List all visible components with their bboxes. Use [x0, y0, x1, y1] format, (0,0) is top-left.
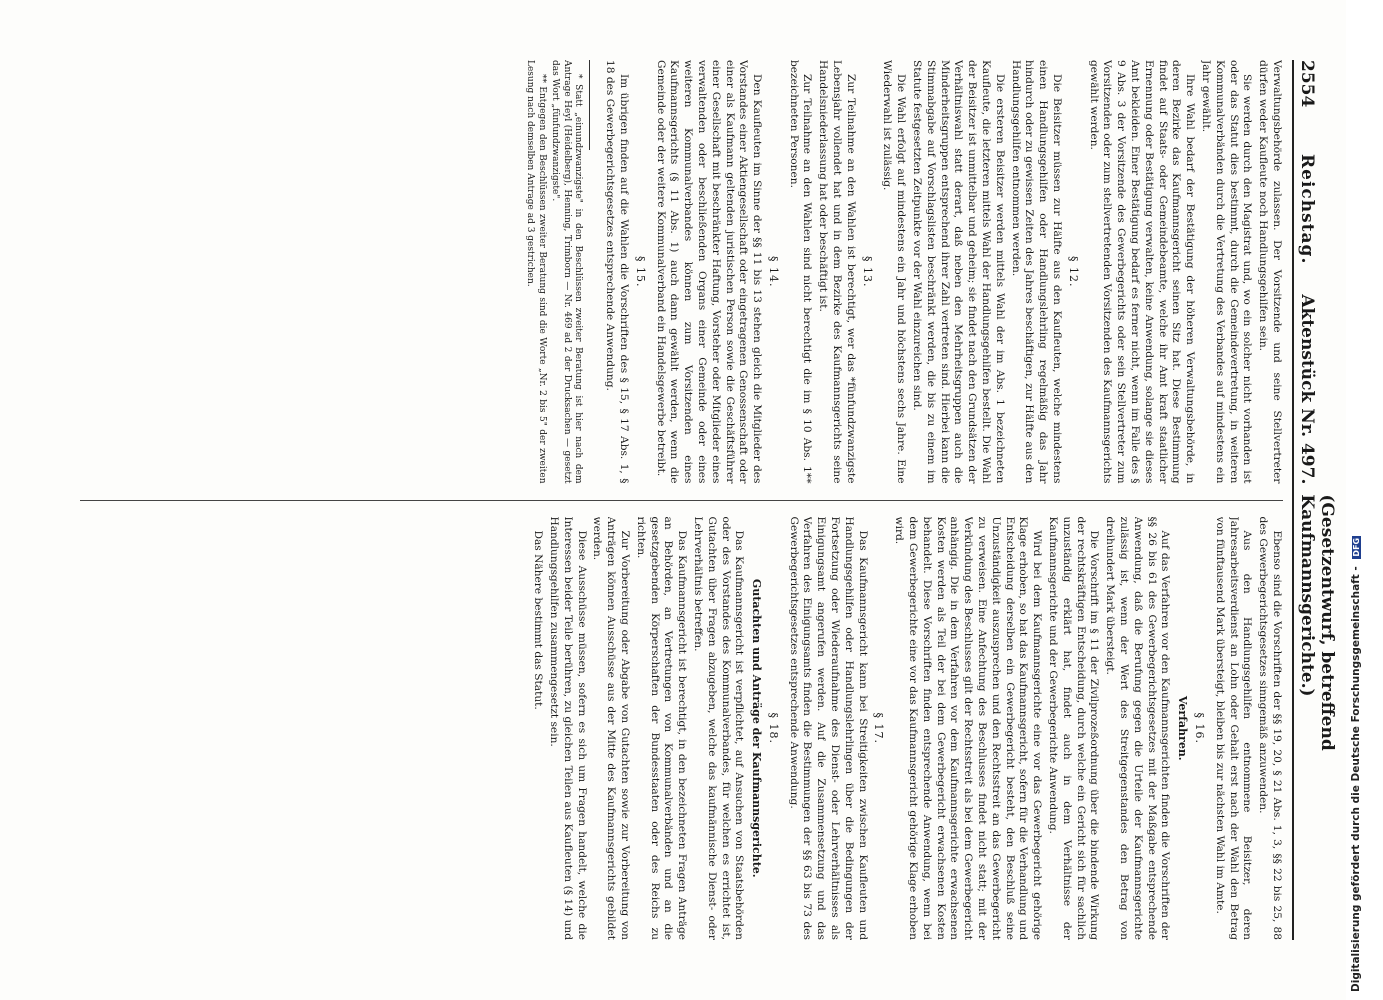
- right-column: [80, 517, 1283, 941]
- footnote: * Statt „einundzwanzigste" in den Beschlüssen zweiter Beratung ist hier nach dem Antrage Heyl (Heidelberg), Henning, Trimborn — Nr. 469 ad 2 der Drucksachen — gesetzt das Wort „fünfundzwanzigste".: [550, 60, 584, 484]
- section-heading: Verfahren.: [1176, 695, 1190, 761]
- footnote: ** Entgegen den Beschlüssen zweiter Beratung sind die Worte „Nr. 2 bis 5" der zweiten Lesung nach demselben Antrage ad 3 gestrichen.: [525, 60, 547, 484]
- paragraph: Ihre Wahl bedarf der Bestätigung der höheren Verwaltungsbehörde, in deren Bezirke das Kaufmannsgericht seinen Sitz hat. Diese Bestimmung findet auf Staats- oder Gemeindebeamte, welche ihr Amt kraft staatlicher Ernennung oder Bestätigung verwalten, keine Anwendung, solange sie dieses Amt bekleiden. Einer Bestätigung bedarf es ferner nicht, wenn im Falle des § 9 Abs. 3 der Vorsitzende des Gewerbegerichts oder sein Stellvertreter zum Vorsitzenden oder zum stellvertretenden Vorsitzenden des Kaufmannsgerichts gewählt werden.: [1087, 60, 1197, 484]
- paragraph: Auf das Verfahren vor den Kaufmannsgerichten finden die Vorschriften der §§ 26 bis 61 des Gewerbegerichtsgesetzes mit der Maßgabe entsprechende Anwendung, daß die Berufung gegen die Urteile der Kaufmannsgerichte zulässig ist, wenn der Wert des Streitgegenstandes den Betrag von dreihundert Mark übersteigt.: [1104, 516, 1172, 940]
- sidebar-credit-text: Digitalisierung gefördert durch die Deutsche Forschungsgemeinschaft -: [1350, 566, 1362, 992]
- section-number: § 18.: [766, 712, 780, 744]
- paragraph: Zur Teilnahme an den Wahlen sind nicht berechtigt die im § 10 Abs. 1** bezeichneten Personen.: [787, 60, 814, 484]
- column-divider: [80, 500, 1283, 501]
- paragraph: Im übrigen finden auf die Wahlen die Vorschriften des § 15, § 17 Abs. 1, § 18 des Gewerbegerichtsgesetzes entsprechende Anwendung.: [604, 60, 630, 484]
- section-number: § 17.: [872, 712, 886, 744]
- document-number: Aktenstück Nr. 497.: [1297, 294, 1317, 485]
- paragraph: Sie werden durch den Magistrat und, wo ein solcher nicht vorhanden ist oder das Statut dies bestimmt, durch die Gemeindevertretung, in weiteren Kommunalverbänden durch die Vertretung des Verbandes auf mindestens ein Jahr gewählt.: [1200, 60, 1254, 484]
- sidebar-credit: [1350, 536, 1362, 992]
- paragraph: Zur Vorbereitung oder Abgabe von Gutachten sowie zur Vorbereitung von Anträgen können Ausschüsse aus der Mitte des Kaufmannsgerichts gebildet werden.: [591, 516, 631, 940]
- section-number: § 12.: [1066, 256, 1080, 288]
- paragraph: Die Vorschrift im § 11 der Zivilprozeßordnung über die bindende Wirkung der rechtskräftigen Entscheidung, durch welche ein Gericht sich für sachlich unzuständig erklärt hat, findet auch in dem Verhältnisse der Kaufmannsgerichte und der Gewerbegerichte Anwendung.: [1047, 516, 1101, 940]
- paragraph: Die Beisitzer müssen zur Hälfte aus den Kaufleuten, welche mindestens einen Handlungsgehilfen oder Handlungslehrling regelmäßig das Jahr hindurch oder zu gewissen Zeiten des Jahres beschäftigen, zur Hälfte aus den Handlungsgehilfen entnommen werden.: [1009, 60, 1064, 484]
- paragraph: Das Kaufmannsgericht ist verpflichtet, auf Ansuchen von Staatsbehörden oder des Vorstandes des Kommunalverbandes, für welchen es errichtet ist, Gutachten über Fragen abzugeben, welche das kaufmännische Dienst- oder Lehrverhältnis betreffen.: [691, 516, 746, 940]
- paragraph: Wird bei dem Kaufmannsgerichte eine vor das Gewerbegericht gehörige Klage erhoben, so hat das Kaufmannsgericht, sofern für die Verhandlung und Entscheidung derselben ein Gewerbegericht besteht, den Beschluß seine Unzuständigkeit auszusprechen und den Rechtsstreit an das Gewerbegericht zu verweisen. Eine Anfechtung des Beschlusses findet nicht statt; mit der Verkündung des Beschlusses gilt der Rechtsstreit als bei dem Gewerbegericht anhängig. Die in dem Verfahren vor dem Kaufmannsgerichte erwachsenen Kosten werden als Teil der bei dem Gewerbegericht erwachsenen Kosten behandelt. Diese Vorschriften finden entsprechende Anwendung, wenn bei dem Gewerbegerichte eine vor das Kaufmannsgericht gehörige Klage erhoben wird.: [893, 516, 1044, 940]
- footnote-rule: [589, 60, 590, 150]
- paragraph: Das Kaufmannsgericht kann bei Streitigkeiten zwischen Kaufleuten und Handlungsgehilfen oder Handlungslehrlingen über die Bedingungen der Fortsetzung oder Wiederaufnahme des Dienst- oder Lehrverhältnisses als Einigungsamt angerufen werden. Auf die Zusammensetzung und das Verfahren des Einigungsamts finden die Bestimmungen der §§ 63 bis 73 des Gewerbegerichtsgesetzes entsprechende Anwendung.: [787, 516, 869, 940]
- section-number: § 13.: [860, 256, 874, 288]
- paragraph: Die Wahl erfolgt auf mindestens ein Jahr und höchstens sechs Jahre. Eine Wiederwahl ist zulässig.: [881, 60, 908, 484]
- paragraph: Zur Teilnahme an den Wahlen ist berechtigt, wer das *fünfundzwanzigste Lebensjahr vollendet hat und in dem Bezirke des Kaufmannsgerichts seine Handelsniederlassung hat oder beschäftigt ist.: [817, 60, 857, 484]
- paragraph: Das Nähere bestimmt das Statut.: [532, 530, 545, 710]
- publication-title: Reichstag.: [1297, 154, 1317, 265]
- dfg-logo: DFG: [1351, 537, 1361, 557]
- text-columns: [80, 60, 1283, 940]
- section-number: § 14.: [766, 256, 780, 288]
- page-number: 2554: [1297, 60, 1317, 108]
- paragraph: Den Kaufleuten im Sinne der §§ 11 bis 13 stehen gleich die Mitglieder des Vorstandes einer Aktiengesellschaft oder eingetragenen Genossenschaft oder einer als Kaufmann geltenden juristischen Person sowie die Geschäftsführer einer Gesellschaft mit beschränkter Haftung, Vorsteher oder Mitglieder eines verwaltenden oder beschließenden Organs einer Gemeinde oder eines weiteren Kommunalverbandes können zum Vorsitzenden eines Kaufmannsgerichts (§ 11 Abs. 1) auch dann gewählt werden, wenn die Gemeinde oder der weitere Kommunalverband ein Handelsgewerbe betreibt.: [654, 60, 764, 484]
- paragraph: Aus den Handlungsgehilfen entnommene Beisitzer, deren Jahresarbeitsverdienst an Lohn oder Gehalt erst nach der Wahl den Betrag von fünftausend Mark übersteigt, bleiben bis zur nächsten Wahl im Amte.: [1213, 516, 1254, 940]
- paragraph: Das Kaufmannsgericht ist berechtigt, in den bezeichneten Fragen Anträge an Behörden, an Vertretungen von Kommunalverbänden und an die gesetzgebenden Körperschaften der Bundesstaaten oder des Reichs zu richten.: [634, 516, 689, 940]
- digitization-sidebar: [1346, 0, 1383, 1000]
- page-header: [1292, 60, 1337, 940]
- document-subject: (Gesetzentwurf, betreffend Kaufmannsgerichte.): [1297, 494, 1337, 751]
- section-number: § 16.: [1193, 712, 1207, 744]
- paragraph: Diese Ausschüsse müssen, sofern es sich um Fragen handelt, welche die Interessen beider Teile berühren, zu gleichen Teilen aus Kaufleuten (§ 14) und Handlungsgehilfen zusammengesetzt sein.: [547, 516, 588, 940]
- paragraph: Verwaltungsbehörde zulassen. Der Vorsitzende und seine Stellvertreter dürfen weder Kaufleute noch Handlungsgehilfen sein.: [1257, 60, 1283, 484]
- paragraph: Ebenso sind die Vorschriften der §§ 19, 20, § 21 Abs. 1, 3, §§ 22 bis 25, 88 des Gewerbegerichtsgesetzes sinngemäß anzuwenden.: [1257, 516, 1283, 940]
- paragraph: Die ersteren Beisitzer werden mittels Wahl der im Abs. 1 bezeichneten Kaufleute, die letzteren mittels Wahl der Handlungsgehilfen bestellt. Die Wahl der Beisitzer ist unmittelbar und geheim; sie findet nach den Grundsätzen der Verhältniswahl statt derart, daß neben den Mehrheitsgruppen auch die Minderheitsgruppen entsprechend ihrer Zahl vertreten sind. Hierbei kann die Stimmabgabe auf Vorschlagslisten beschränkt werden, die bis zu einem im Statute festgesetzten Zeitpunkte vor der Wahl einzureichen sind.: [911, 60, 1006, 484]
- left-column: [80, 60, 1283, 484]
- section-number: § 15.: [633, 256, 647, 288]
- section-heading: Gutachten und Anträge der Kaufmannsgerichte.: [750, 578, 764, 878]
